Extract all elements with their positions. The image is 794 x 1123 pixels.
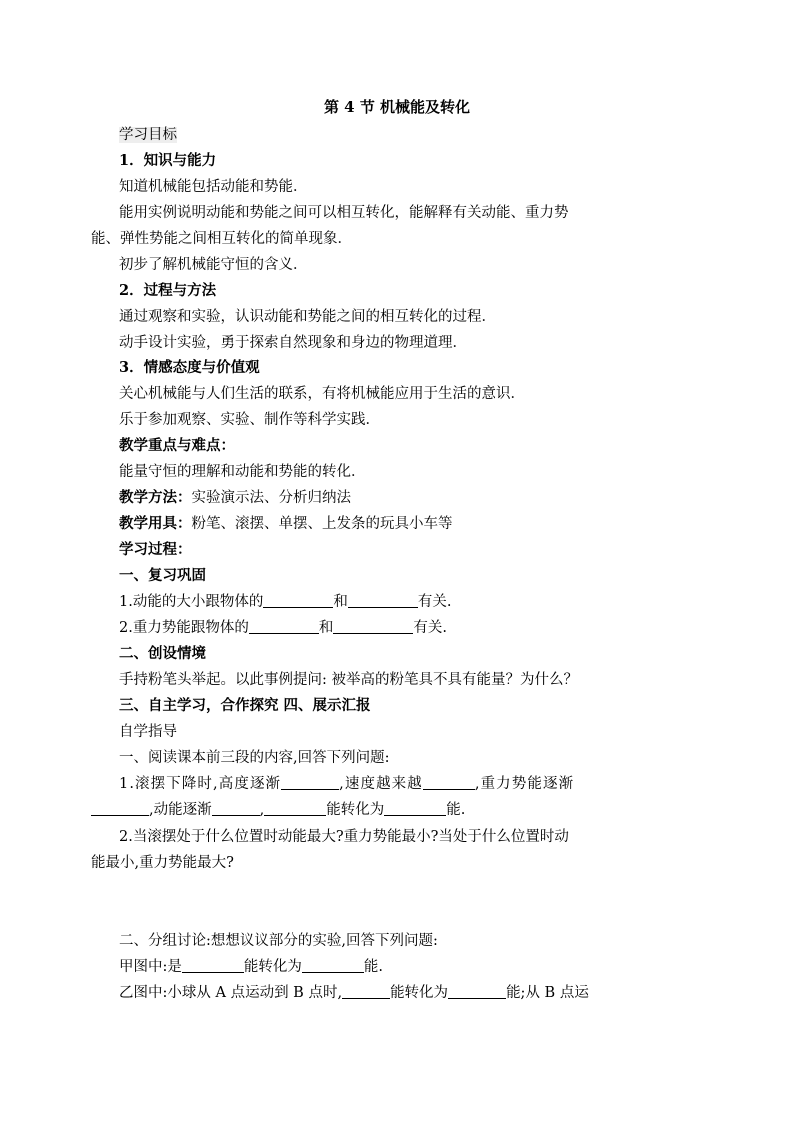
knowledge-item-1: 知道机械能包括动能和势能． xyxy=(119,179,308,195)
part1-question-1-line2: ,动能逐渐 , 能转化为 能. xyxy=(91,799,601,821)
scenario-heading: 二、创设情境 xyxy=(119,645,206,662)
answer-blank[interactable] xyxy=(348,592,418,608)
answer-blank[interactable] xyxy=(302,957,364,973)
self-study-label: 自学指导 xyxy=(119,724,177,740)
process-item-1: 通过观察和实验，认识动能和势能之间的相互转化的过程． xyxy=(119,309,496,325)
key-points-text: 能量守恒的理解和动能和势能的转化． xyxy=(119,464,366,480)
review-question-1: 1.动能的大小跟物体的 和 有关. xyxy=(119,594,452,610)
answer-blank[interactable] xyxy=(263,592,333,608)
knowledge-item-2-line2: 能、弹性势能之间相互转化的简单现象． xyxy=(91,231,352,247)
scenario-text: 手持粉笔头举起。以此事例提问: 被举高的粉笔具不具有能量？为什么？ xyxy=(119,672,578,688)
process-label: 学习过程： xyxy=(119,541,192,558)
answer-blank[interactable] xyxy=(264,800,326,816)
answer-blank[interactable] xyxy=(212,800,260,816)
part1-question-2-line2: 能最小,重力势能最大? xyxy=(91,855,234,871)
section-knowledge-heading: 1．知识与能力 xyxy=(119,152,217,169)
page-title: 第 4 节 机械能及转化 xyxy=(323,98,471,116)
section-attitude-heading: 3．情感态度与价值观 xyxy=(119,359,260,376)
answer-blank[interactable] xyxy=(281,774,339,790)
objectives-heading: 学习目标 xyxy=(119,127,177,143)
part1-question-2-line1: 2.当滚摆处于什么位置时动能最大?重力势能最小?当处于什么位置时动 xyxy=(119,829,569,845)
review-question-2: 2.重力势能跟物体的 和 有关. xyxy=(119,620,447,636)
answer-blank[interactable] xyxy=(448,983,506,999)
attitude-item-2: 乐于参加观察、实验、制作等科学实践． xyxy=(119,412,380,428)
key-points-heading: 教学重点与难点： xyxy=(119,437,235,454)
teaching-method: 教学方法：实验演示法、分析归纳法 xyxy=(119,489,351,506)
attitude-item-1: 关心机械能与人们生活的联系，有将机械能应用于生活的意识． xyxy=(119,386,525,402)
answer-blank[interactable] xyxy=(384,800,446,816)
process-item-2: 动手设计实验，勇于探索自然现象和身边的物理道理． xyxy=(119,335,467,351)
knowledge-item-3: 初步了解机械能守恒的含义． xyxy=(119,257,308,273)
answer-blank[interactable] xyxy=(423,774,475,790)
answer-blank[interactable] xyxy=(249,618,319,634)
part1-intro: 一、阅读课本前三段的内容,回答下列问题: xyxy=(119,750,390,766)
part2-intro: 二、分组讨论:想想议议部分的实验,回答下列问题: xyxy=(119,933,438,949)
part2-jia: 甲图中:是 能转化为 能. xyxy=(119,959,383,975)
section-process-heading: 2．过程与方法 xyxy=(119,282,217,299)
answer-blank[interactable] xyxy=(342,983,390,999)
teaching-tools: 教学用具：粉笔、滚摆、单摆、上发条的玩具小车等 xyxy=(119,515,453,532)
part2-yi: 乙图中:小球从 A 点运动到 B 点时, 能转化为 能;从 B 点运 xyxy=(119,985,589,1001)
explore-present-heading: 三、自主学习，合作探究 四、展示汇报 xyxy=(119,697,371,714)
knowledge-item-2-line1: 能用实例说明动能和势能之间可以相互转化，能解释有关动能、重力势 xyxy=(119,205,569,221)
answer-blank[interactable] xyxy=(91,800,149,816)
answer-blank[interactable] xyxy=(182,957,244,973)
answer-blank[interactable] xyxy=(333,618,413,634)
review-heading: 一、复习巩固 xyxy=(119,567,206,584)
part1-question-1-line1: 1.滚摆下降时,高度逐渐 ,速度越来越 ,重力势能逐渐 xyxy=(119,776,575,792)
